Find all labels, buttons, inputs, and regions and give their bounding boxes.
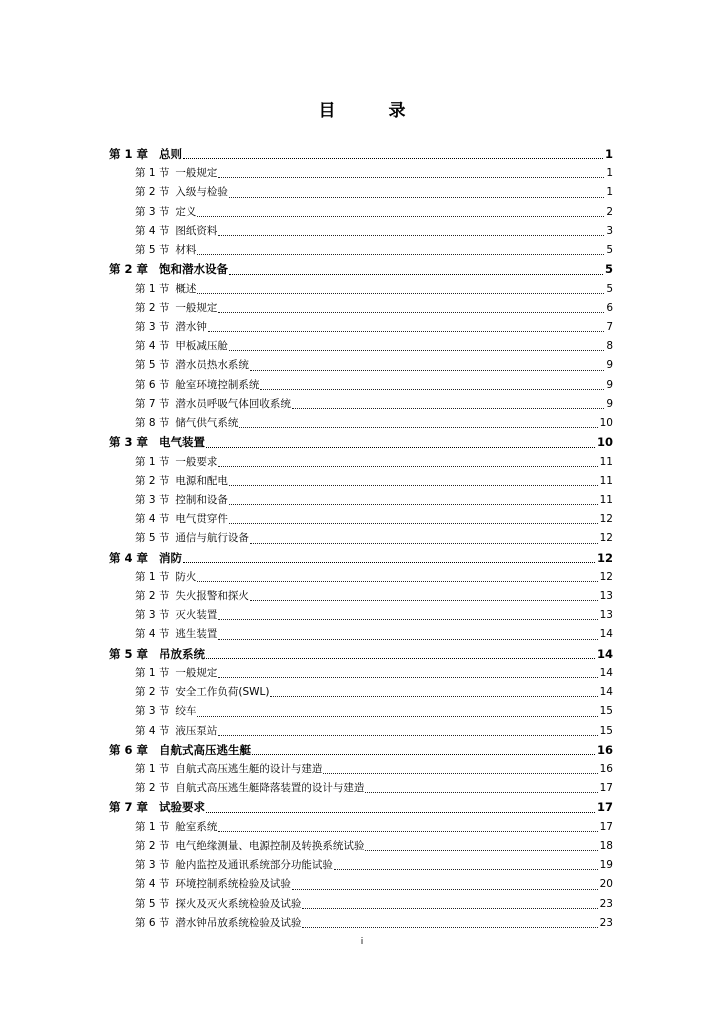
toc-section-entry[interactable]: [109, 856, 613, 875]
toc-chapter-entry[interactable]: [109, 798, 613, 817]
dot-leader: [229, 274, 603, 275]
toc-entry-page-number: 2: [606, 205, 613, 218]
toc-entry-number: 第 3 节: [135, 320, 170, 333]
dot-leader: [270, 696, 597, 697]
toc-entry-page-number: 18: [599, 839, 613, 852]
dot-leader: [183, 158, 603, 159]
toc-section-entry[interactable]: [109, 414, 613, 433]
dot-leader: [229, 197, 604, 198]
toc-section-entry[interactable]: [109, 356, 613, 375]
toc-entry-number: 第 1 节: [135, 167, 170, 180]
page-title: 目 录: [318, 101, 424, 121]
toc-entry-title: 逃生装置: [175, 628, 218, 641]
toc-entry-page-number: 3: [606, 224, 613, 237]
toc-entry-page-number: 9: [606, 359, 613, 372]
toc-entry-number: 第 1 节: [135, 570, 170, 583]
toc-entry-page-number: 1: [606, 186, 613, 199]
toc-entry-number: 第 3 节: [135, 205, 170, 218]
toc-entry-number: 第 2 节: [135, 686, 170, 699]
dot-leader: [206, 658, 595, 659]
toc-section-entry[interactable]: [109, 837, 613, 856]
toc-entry-title: 电气装置: [159, 435, 206, 450]
toc-section-entry[interactable]: [109, 222, 613, 241]
toc-entry-page-number: 5: [606, 244, 613, 257]
dot-leader: [197, 254, 604, 255]
toc-section-entry[interactable]: [109, 895, 613, 914]
table-of-contents: [109, 145, 613, 933]
toc-entry-page-number: 16: [596, 742, 613, 757]
toc-entry-title: 潜水钟吊放系统检验及试验: [175, 916, 302, 929]
dot-leader: [183, 562, 595, 563]
toc-entry-page-number: 11: [599, 455, 613, 468]
toc-section-entry[interactable]: [109, 472, 613, 491]
toc-entry-title: 潜水员热水系统: [175, 359, 249, 372]
toc-entry-title: 防火: [175, 570, 197, 583]
toc-section-entry[interactable]: [109, 818, 613, 837]
toc-entry-number: 第 5 章: [109, 646, 149, 661]
toc-entry-number: 第 2 节: [135, 782, 170, 795]
toc-entry-page-number: 14: [596, 646, 613, 661]
dot-leader: [218, 177, 604, 178]
toc-entry-page-number: 13: [599, 609, 613, 622]
toc-entry-title: 液压泵站: [175, 724, 218, 737]
toc-entry-number: 第 2 节: [135, 301, 170, 314]
toc-section-entry[interactable]: [109, 453, 613, 472]
dot-leader: [218, 831, 597, 832]
toc-entry-page-number: 6: [606, 301, 613, 314]
toc-entry-number: 第 2 章: [109, 262, 149, 277]
toc-entry-title: 通信与航行设备: [175, 532, 249, 545]
dot-leader: [206, 812, 595, 813]
toc-chapter-entry[interactable]: [109, 433, 613, 452]
toc-entry-title: 储气供气系统: [175, 417, 239, 430]
toc-entry-page-number: 14: [599, 666, 613, 679]
toc-entry-page-number: 15: [599, 724, 613, 737]
toc-entry-title: 电源和配电: [175, 474, 228, 487]
toc-entry-number: 第 4 节: [135, 224, 170, 237]
toc-entry-title: 绞车: [175, 705, 197, 718]
dot-leader: [197, 716, 597, 717]
toc-entry-title: 舱室环境控制系统: [175, 378, 260, 391]
toc-entry-number: 第 4 节: [135, 878, 170, 891]
toc-entry-title: 一般规定: [175, 167, 218, 180]
dot-leader: [206, 447, 595, 448]
toc-entry-title: 定义: [175, 205, 197, 218]
toc-entry-title: 总则: [159, 147, 183, 161]
toc-chapter-entry[interactable]: [109, 549, 613, 568]
dot-leader: [197, 581, 597, 582]
dot-leader: [334, 869, 598, 870]
toc-entry-title: 吊放系统: [159, 646, 206, 661]
toc-entry-page-number: 11: [599, 493, 613, 506]
dot-leader: [239, 427, 597, 428]
toc-entry-title: 一般规定: [175, 666, 218, 679]
toc-entry-title: 饱和潜水设备: [159, 262, 229, 277]
toc-entry-number: 第 5 节: [135, 897, 170, 910]
toc-section-entry[interactable]: [109, 625, 613, 644]
toc-section-entry[interactable]: [109, 760, 613, 779]
dot-leader: [218, 639, 597, 640]
dot-leader: [365, 792, 597, 793]
toc-entry-page-number: 10: [599, 417, 613, 430]
toc-section-entry[interactable]: [109, 568, 613, 587]
toc-entry-page-number: 16: [599, 763, 613, 775]
toc-entry-page-number: 12: [599, 570, 613, 583]
toc-entry-title: 一般要求: [175, 455, 218, 468]
toc-section-entry[interactable]: [109, 664, 613, 683]
toc-entry-number: 第 1 章: [109, 147, 149, 161]
toc-entry-number: 第 2 节: [135, 186, 170, 199]
dot-leader: [218, 735, 597, 736]
toc-section-entry[interactable]: [109, 779, 613, 798]
toc-entry-number: 第 4 节: [135, 628, 170, 641]
dot-leader: [218, 677, 597, 678]
toc-section-entry[interactable]: [109, 606, 613, 625]
toc-section-entry[interactable]: [109, 702, 613, 721]
toc-entry-page-number: 9: [606, 378, 613, 391]
toc-section-entry[interactable]: [109, 280, 613, 299]
toc-entry-title: 图纸资料: [175, 224, 218, 237]
toc-section-entry[interactable]: [109, 318, 613, 337]
toc-entry-title: 控制和设备: [175, 493, 228, 506]
toc-entry-page-number: 1: [606, 167, 613, 180]
toc-entry-number: 第 5 节: [135, 244, 170, 257]
dot-leader: [250, 370, 604, 371]
dot-leader: [229, 485, 598, 486]
toc-entry-title: 电气贯穿件: [175, 513, 228, 526]
toc-entry-title: 概述: [175, 282, 197, 295]
toc-entry-number: 第 5 节: [135, 532, 170, 545]
dot-leader: [252, 754, 595, 755]
toc-entry-title: 潜水钟: [175, 320, 207, 333]
toc-entry-number: 第 1 节: [135, 455, 170, 468]
dot-leader: [218, 235, 604, 236]
dot-leader: [292, 889, 598, 890]
toc-section-entry[interactable]: [109, 914, 613, 933]
toc-entry-number: 第 3 节: [135, 859, 170, 872]
toc-section-entry[interactable]: [109, 510, 613, 529]
toc-entry-number: 第 2 节: [135, 839, 170, 852]
dot-leader: [229, 350, 604, 351]
toc-entry-number: 第 1 节: [135, 282, 170, 295]
toc-entry-page-number: 17: [599, 782, 613, 795]
toc-entry-number: 第 3 节: [135, 609, 170, 622]
toc-entry-title: 安全工作负荷(SWL): [175, 686, 270, 699]
toc-entry-number: 第 2 节: [135, 590, 170, 603]
toc-section-entry[interactable]: [109, 337, 613, 356]
toc-entry-page-number: 20: [599, 878, 613, 891]
toc-entry-number: 第 3 节: [135, 705, 170, 718]
dot-leader: [250, 543, 598, 544]
toc-entry-number: 第 1 节: [135, 763, 170, 775]
toc-entry-number: 第 1 节: [135, 666, 170, 679]
toc-entry-title: 自航式高压逃生艇的设计与建造: [175, 763, 323, 775]
toc-entry-number: 第 6 章: [109, 742, 149, 757]
toc-section-entry[interactable]: [109, 299, 613, 318]
toc-chapter-entry[interactable]: [109, 145, 613, 164]
toc-entry-number: 第 7 节: [135, 397, 170, 410]
toc-section-entry[interactable]: [109, 683, 613, 702]
toc-entry-number: 第 4 节: [135, 513, 170, 526]
dot-leader: [302, 908, 597, 909]
toc-entry-number: 第 7 章: [109, 800, 149, 815]
toc-entry-title: 一般规定: [175, 301, 218, 314]
toc-entry-title: 试验要求: [159, 800, 206, 815]
toc-entry-page-number: 1: [604, 147, 613, 161]
dot-leader: [302, 927, 597, 928]
toc-entry-page-number: 12: [599, 513, 613, 526]
toc-entry-page-number: 19: [599, 859, 613, 872]
toc-section-entry[interactable]: [109, 395, 613, 414]
toc-entry-number: 第 3 节: [135, 493, 170, 506]
toc-entry-title: 甲板减压舱: [175, 340, 228, 353]
toc-entry-number: 第 5 节: [135, 359, 170, 372]
toc-entry-number: 第 3 章: [109, 435, 149, 450]
toc-entry-title: 电气绝缘测量、电源控制及转换系统试验: [175, 839, 365, 852]
toc-entry-number: 第 8 节: [135, 417, 170, 430]
dot-leader: [292, 408, 604, 409]
dot-leader: [229, 523, 598, 524]
toc-entry-page-number: 14: [599, 628, 613, 641]
toc-entry-page-number: 5: [606, 282, 613, 295]
toc-section-entry[interactable]: [109, 183, 613, 202]
toc-entry-page-number: 11: [599, 474, 613, 487]
toc-entry-title: 环境控制系统检验及试验: [175, 878, 291, 891]
toc-entry-page-number: 23: [599, 916, 613, 929]
dot-leader: [250, 600, 598, 601]
dot-leader: [197, 216, 604, 217]
toc-entry-title: 探火及灭火系统检验及试验: [175, 897, 302, 910]
toc-entry-title: 入级与检验: [175, 186, 228, 199]
toc-entry-number: 第 4 节: [135, 340, 170, 353]
toc-entry-title: 舱室系统: [175, 820, 218, 833]
toc-entry-page-number: 9: [606, 397, 613, 410]
toc-section-entry[interactable]: [109, 722, 613, 741]
toc-entry-title: 消防: [159, 550, 183, 565]
toc-chapter-entry[interactable]: [109, 260, 613, 279]
toc-entry-number: 第 4 节: [135, 724, 170, 737]
toc-entry-number: 第 1 节: [135, 820, 170, 833]
toc-entry-title: 灭火装置: [175, 609, 218, 622]
dot-leader: [208, 331, 604, 332]
toc-section-entry[interactable]: [109, 164, 613, 183]
toc-entry-page-number: 14: [599, 686, 613, 699]
dot-leader: [197, 293, 604, 294]
toc-entry-number: 第 4 章: [109, 550, 149, 565]
dot-leader: [365, 850, 597, 851]
toc-section-entry[interactable]: [109, 529, 613, 548]
toc-entry-page-number: 5: [604, 262, 613, 277]
toc-entry-page-number: 13: [599, 590, 613, 603]
toc-chapter-entry[interactable]: [109, 645, 613, 664]
toc-entry-title: 潜水员呼吸气体回收系统: [175, 397, 291, 410]
toc-section-entry[interactable]: [109, 203, 613, 222]
dot-leader: [218, 466, 597, 467]
toc-section-entry[interactable]: [109, 241, 613, 260]
toc-entry-page-number: 8: [606, 340, 613, 353]
toc-entry-number: 第 2 节: [135, 474, 170, 487]
toc-section-entry[interactable]: [109, 587, 613, 606]
dot-leader: [218, 619, 597, 620]
page-number-footer: i: [360, 937, 364, 947]
toc-entry-page-number: 15: [599, 705, 613, 718]
toc-entry-title: 舱内监控及通讯系统部分功能试验: [175, 859, 333, 872]
toc-chapter-entry[interactable]: [109, 741, 613, 760]
toc-entry-page-number: 17: [596, 800, 613, 815]
toc-section-entry[interactable]: [109, 875, 613, 894]
toc-entry-title: 失火报警和探火: [175, 590, 249, 603]
toc-entry-number: 第 6 节: [135, 378, 170, 391]
toc-entry-title: 自航式高压逃生艇降落装置的设计与建造: [175, 782, 365, 795]
toc-entry-page-number: 12: [599, 532, 613, 545]
dot-leader: [218, 312, 604, 313]
toc-entry-number: 第 6 节: [135, 916, 170, 929]
toc-entry-title: 自航式高压逃生艇: [159, 742, 252, 757]
toc-entry-page-number: 7: [606, 320, 613, 333]
toc-section-entry[interactable]: [109, 491, 613, 510]
toc-entry-page-number: 17: [599, 820, 613, 833]
toc-entry-page-number: 12: [596, 550, 613, 565]
toc-entry-page-number: 10: [596, 435, 613, 450]
dot-leader: [323, 773, 597, 774]
toc-entry-title: 材料: [175, 244, 197, 257]
toc-entry-page-number: 23: [599, 897, 613, 910]
dot-leader: [229, 504, 598, 505]
toc-section-entry[interactable]: [109, 376, 613, 395]
dot-leader: [260, 389, 604, 390]
